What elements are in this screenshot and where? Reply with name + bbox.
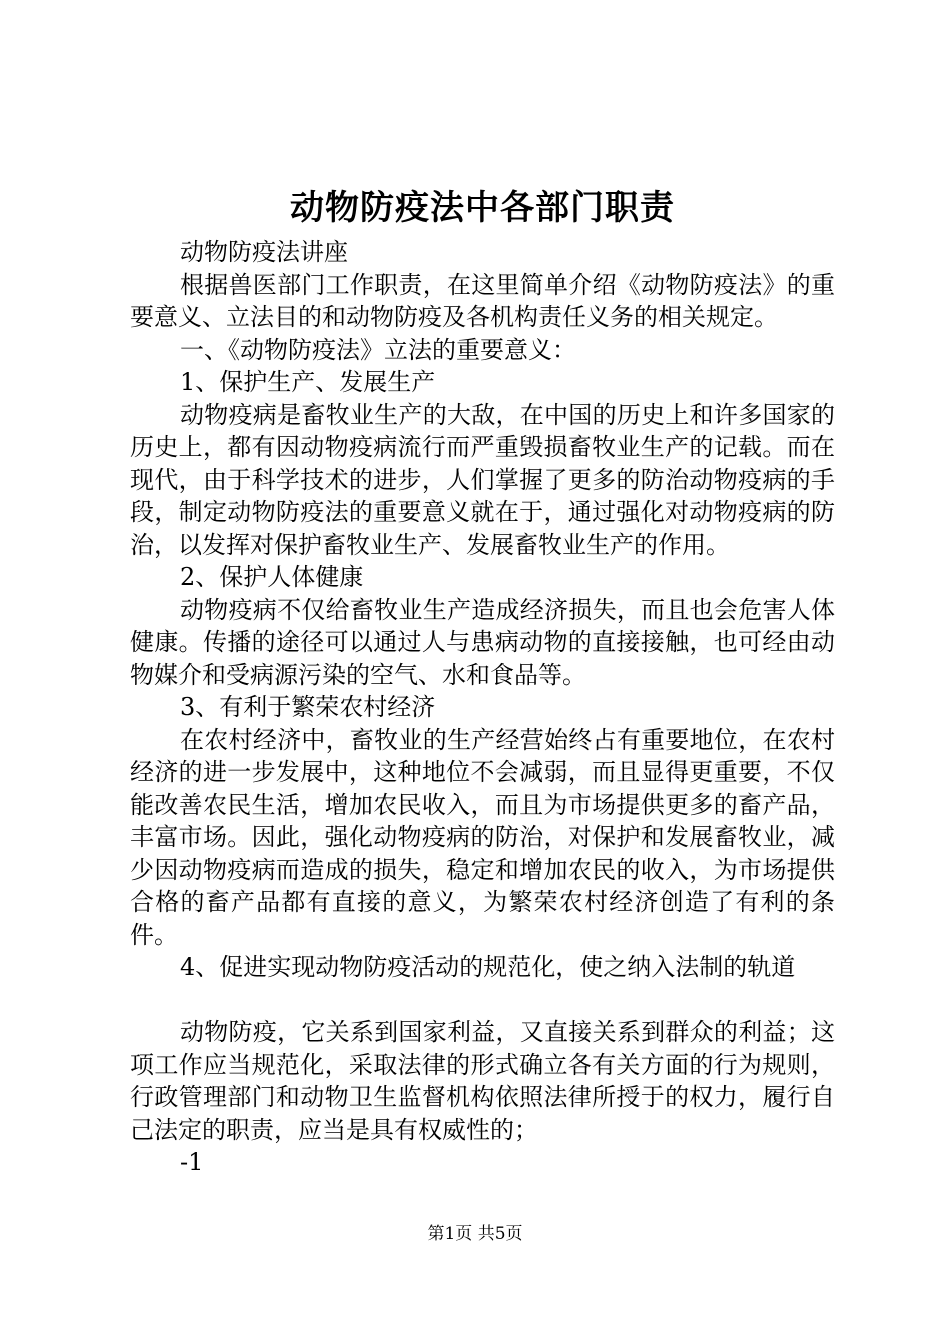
subheading-2: 2、保护人体健康 — [180, 563, 364, 591]
subheading-1: 1、保护生产、发展生产 — [180, 368, 436, 396]
subheading-4: 4、促进实现动物防疫活动的规范化，使之纳入法制的轨道 — [180, 953, 796, 981]
page-marker: -1 — [180, 1148, 204, 1176]
paragraph-lecture-title: 动物防疫法讲座 — [180, 238, 348, 266]
paragraph-1: 动物疫病是畜牧业生产的大敌，在中国的历史上和许多国家的历史上，都有因动物疫病流行而严重毁损畜牧业生产的记载。而在现代，由于科学技术的进步，人们掌握了更多的防治动物疫病的手段，制定动物防疫法的重要意义就在于，通过强化对动物疫病的防治，以发挥对保护畜牧业生产、发展畜牧业生产的作用。 — [130, 400, 835, 559]
paragraph-4: 动物防疫，它关系到国家利益，又直接关系到群众的利益；这项工作应当规范化，采取法律的形式确立各有关方面的行为规则，行政管理部门和动物卫生监督机构依照法律所授于的权力，履行自己法定的职责，应当是具有权威性的； — [130, 1018, 835, 1144]
section-heading: 一、《动物防疫法》立法的重要意义： — [180, 335, 576, 364]
paragraph-3: 在农村经济中，畜牧业的生产经营始终占有重要地位，在农村经济的进一步发展中，这种地位不会减弱，而且显得更重要，不仅能改善农民生活，增加农民收入，而且为市场提供更多的畜产品，丰富市场。因此，强化动物疫病的防治，对保护和发展畜牧业，减少因动物疫病而造成的损失，稳定和增加农民的收入，为市场提供合格的畜产品都有直接的意义，为繁荣农村经济创造了有利的条件。 — [130, 725, 835, 949]
document-title: 动物防疫法中各部门职责 — [290, 188, 675, 228]
paragraph-intro: 根据兽医部门工作职责，在这里简单介绍《动物防疫法》的重要意义、立法目的和动物防疫及各机构责任义务的相关规定。 — [130, 270, 835, 331]
paragraph-2: 动物疫病不仅给畜牧业生产造成经济损失，而且也会危害人体健康。传播的途径可以通过人与患病动物的直接接触，也可经由动物媒介和受病源污染的空气、水和食品等。 — [130, 595, 835, 689]
page-footer: 第1页 共5页 — [427, 1224, 523, 1244]
blank-line — [130, 984, 835, 1017]
document-page — [130, 180, 835, 1179]
subheading-3: 3、有利于繁荣农村经济 — [180, 693, 436, 721]
